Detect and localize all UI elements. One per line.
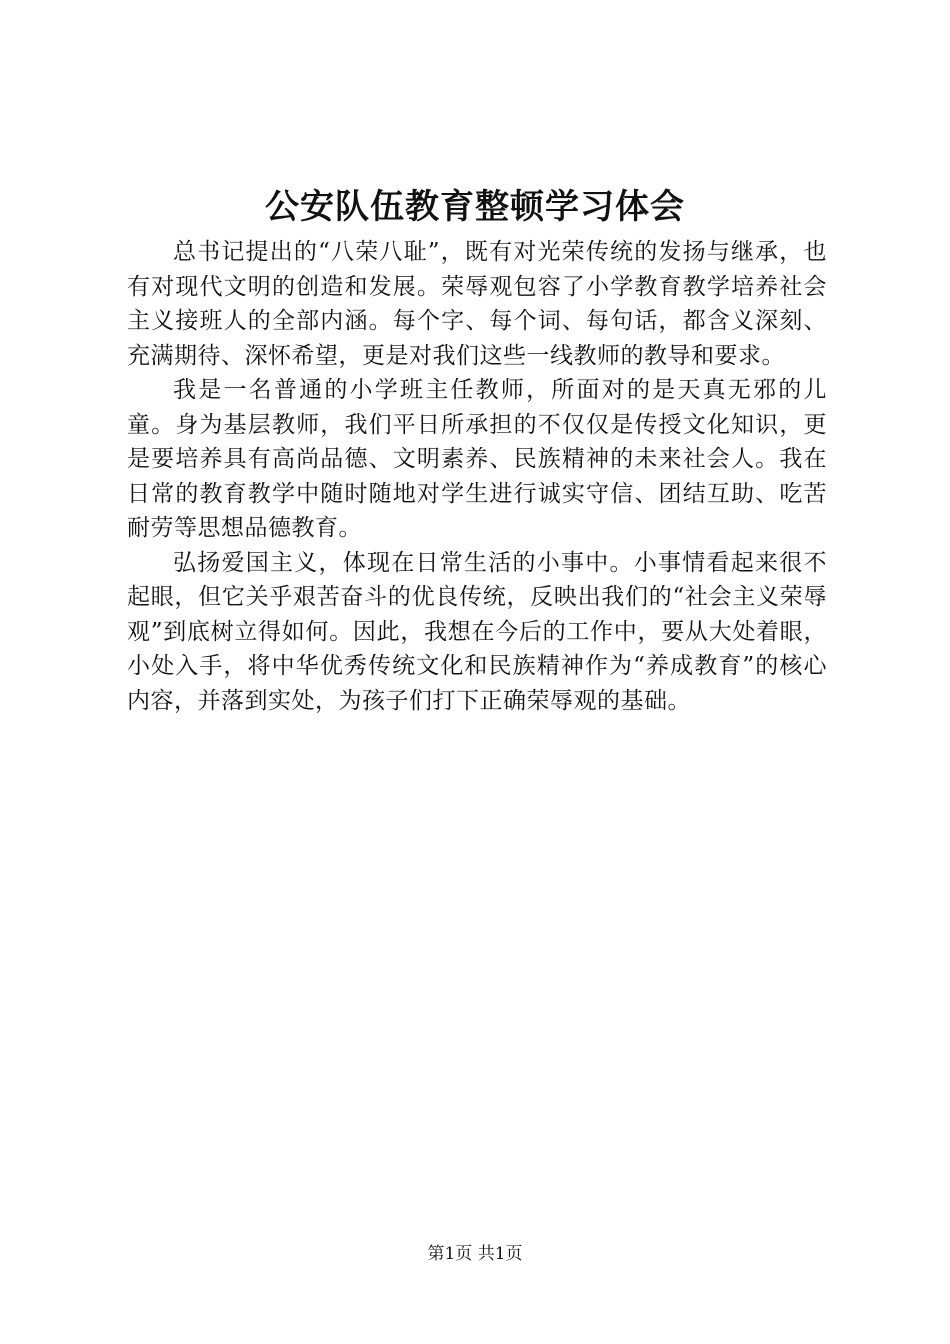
- page-number-footer: 第1页 共1页: [427, 1244, 523, 1264]
- paragraph-2: 我是一名普通的小学班主任教师，所面对的是天真无邪的儿童。身为基层教师，我们平日所承担的不仅仅是传授文化知识，更是要培养具有高尚品德、文明素养、民族精神的未来社会人。我在日常的教育教学中随时随地对学生进行诚实守信、团结互助、吃苦耐劳等思想品德教育。: [127, 377, 827, 541]
- document-body: [127, 235, 827, 718]
- paragraph-1: 总书记提出的“八荣八耻”，既有对光荣传统的发扬与继承，也有对现代文明的创造和发展。荣辱观包容了小学教育教学培养社会主义接班人的全部内涵。每个字、每个词、每句话，都含义深刻、充满期待、深怀希望，更是对我们这些一线教师的教导和要求。: [127, 239, 827, 369]
- paragraph-3: 弘扬爱国主义，体现在日常生活的小事中。小事情看起来很不起眼，但它关乎艰苦奋斗的优良传统，反映出我们的“社会主义荣辱观”到底树立得如何。因此，我想在今后的工作中，要从大处着眼，小处入手，将中华优秀传统文化和民族精神作为“养成教育”的核心内容，并落到实处，为孩子们打下正确荣辱观的基础。: [127, 549, 827, 714]
- document-title: 公安队伍教育整顿学习体会: [265, 187, 685, 227]
